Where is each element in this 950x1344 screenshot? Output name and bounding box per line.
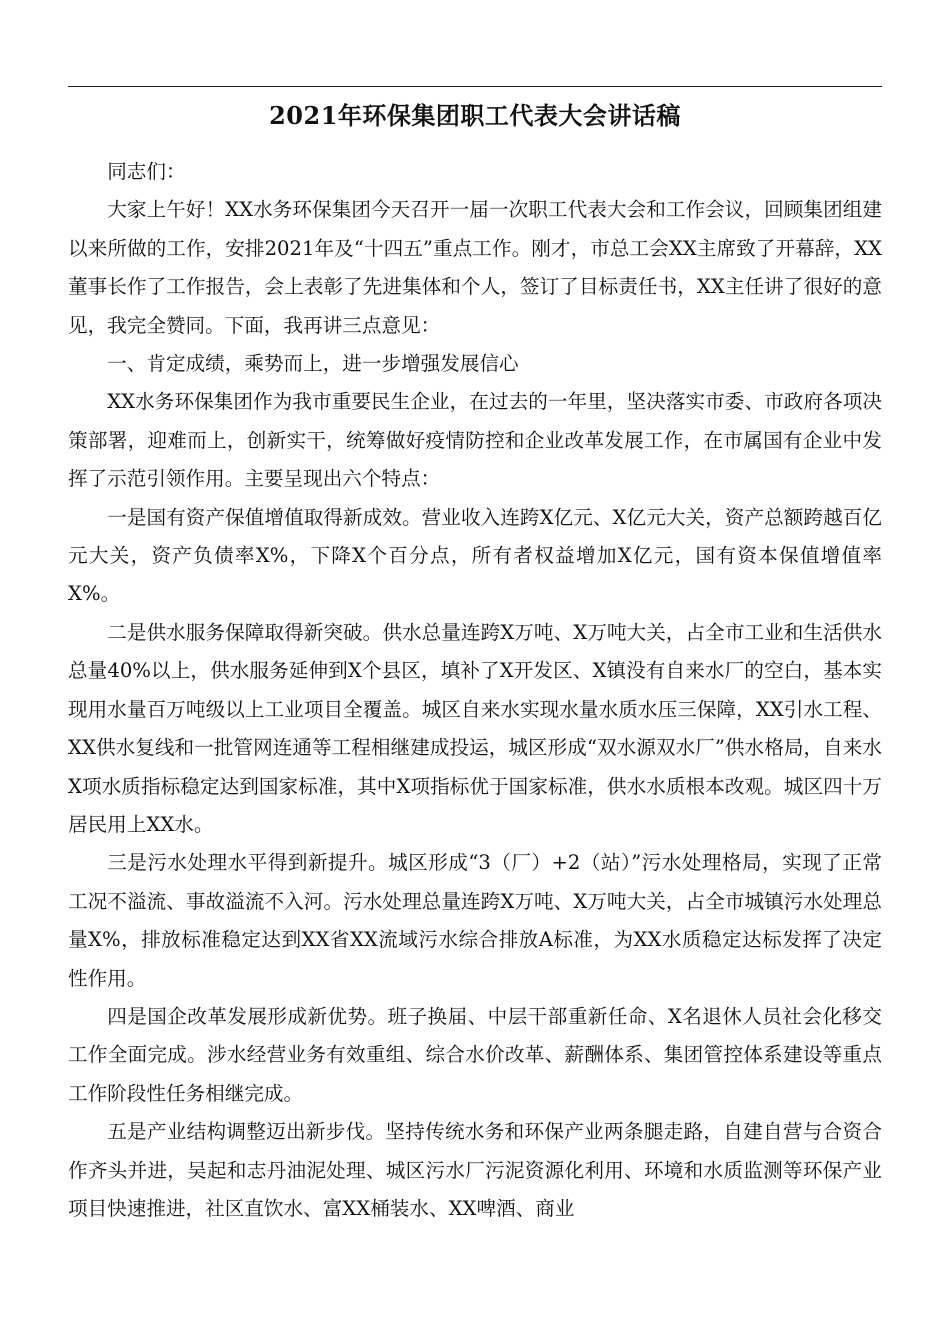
paragraph-point-4: 四是国企改革发展形成新优势。班子换届、中层干部重新任命、X名退休人员社会化移交工作全面完成。涉水经营业务有效重组、综合水价改革、薪酬体系、集团管控体系建设等重点工作阶段性任务相继完成。 [68, 1004, 882, 1105]
paragraph-point-5: 五是产业结构调整迈出新步伐。坚持传统水务和环保产业两条腿走路，自建自营与合资合作齐头并进，吴起和志丹油泥处理、城区污水厂污泥资源化利用、环境和水质监测等环保产业项目快速推进，社区直饮水、富XX桶装水、XX啤酒、商业 [68, 1120, 882, 1220]
paragraph-point-2: 二是供水服务保障取得新突破。供水总量连跨X万吨、X万吨大关，占全市工业和生活供水总量40%以上，供水服务延伸到X个县区，填补了X开发区、X镇没有自来水厂的空白，基本实现用水量百万吨级以上工业项目全覆盖。城区自来水实现水量水质水压三保障，XX引水工程、XX供水复线和一批管网连通等工程相继建成投运，城区形成“双水源双水厂”供水格局，自来水X项水质指标稳定达到国家标准，其中X项指标优于国家标准，供水水质根本改观。城区四十万居民用上XX水。 [68, 620, 882, 836]
paragraph-point-1: 一是国有资产保值增值取得新成效。营业收入连跨X亿元、X亿元大关，资产总额跨越百亿元大关，资产负债率X%，下降X个百分点，所有者权益增加X亿元，国有资本保值增值率X%。 [68, 505, 882, 606]
paragraph-point-3: 三是污水处理水平得到新提升。城区形成“3（厂）+2（站）”污水处理格局，实现了正常工况不溢流、事故溢流不入河。污水处理总量连跨X万吨、X万吨大关，占全市城镇污水处理总量X%，排放标准稳定达到XX省XX流域污水综合排放A标准，为XX水质稳定达标发挥了决定性作用。 [68, 851, 882, 990]
paragraph-overview: XX水务环保集团作为我市重要民生企业，在过去的一年里，坚决落实市委、市政府各项决策部署，迎难而上，创新实干，统筹做好疫情防控和企业改革发展工作，在市属国有企业中发挥了示范引领作用。主要呈现出六个特点： [68, 390, 882, 491]
document-title: 2021年环保集团职工代表大会讲话稿 [269, 101, 681, 130]
paragraph-salutation: 同志们： [107, 160, 186, 183]
document-body [68, 153, 882, 1228]
section-heading-1: 一、肯定成绩，乘势而上，进一步增强发展信心 [107, 352, 519, 376]
header-rule [68, 86, 882, 87]
paragraph-opening: 大家上午好！XX水务环保集团今天召开一届一次职工代表大会和工作会议，回顾集团组建以来所做的工作，安排2021年及“十四五”重点工作。刚才，市总工会XX主席致了开幕辞，XX董事长作了工作报告，会上表彰了先进集体和个人，签订了目标责任书，XX主任讲了很好的意见，我完全赞同。下面，我再讲三点意见： [68, 198, 882, 337]
